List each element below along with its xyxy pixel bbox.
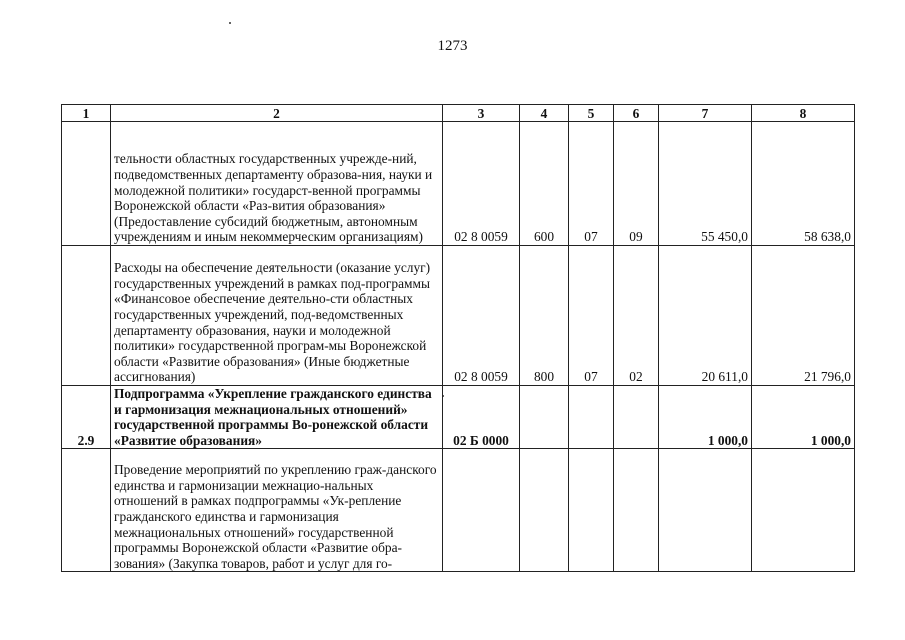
col-header-7: 7 xyxy=(659,105,752,122)
col-header-5: 5 xyxy=(569,105,614,122)
row-vr: 800 xyxy=(520,246,569,386)
row-pr: 02 xyxy=(614,246,659,386)
table-row xyxy=(62,386,855,449)
row-rz: 07 xyxy=(569,246,614,386)
col-header-4: 4 xyxy=(520,105,569,122)
row-rz xyxy=(569,449,614,572)
row-sum-2: 21 796,0 xyxy=(752,246,855,386)
row-sum-1 xyxy=(659,449,752,572)
row-csr: 02 8 0059 xyxy=(443,246,520,386)
row-sum-1: 1 000,0 xyxy=(659,386,752,449)
row-pr: 09 xyxy=(614,122,659,246)
row-number xyxy=(62,449,111,572)
col-header-8: 8 xyxy=(752,105,855,122)
row-number: 2.9 xyxy=(62,386,111,449)
scan-speck xyxy=(229,22,231,24)
table-row xyxy=(62,122,855,246)
row-sum-1: 55 450,0 xyxy=(659,122,752,246)
col-header-2: 2 xyxy=(111,105,443,122)
page-number: 1273 xyxy=(437,38,468,54)
row-vr xyxy=(520,386,569,449)
table-row xyxy=(62,246,855,386)
row-number xyxy=(62,122,111,246)
table-row xyxy=(62,449,855,572)
budget-table xyxy=(61,104,855,572)
row-name: Проведение мероприятий по укреплению граж-данского единства и гармонизации межнацио-нальных отношений в рамках подпрограммы «Ук-репление гражданского единства и гармонизация межнациональных отношений» государственной программы Воронежской области «Развитие обра-зования» (Закупка товаров, работ и услуг для го- xyxy=(111,449,443,572)
row-name: Подпрограмма «Укрепление гражданского единства и гармонизация межнациональных отношений» государственной программы Во-ронежской области «Развитие образования» xyxy=(111,386,443,449)
row-vr xyxy=(520,449,569,572)
col-header-1: 1 xyxy=(62,105,111,122)
row-sum-2 xyxy=(752,449,855,572)
row-name: тельности областных государственных учрежде-ний, подведомственных департаменту образова-ния, науки и молодежной политики» государст-венной программы Воронежской области «Раз-вития образования» (Предоставление субсидий бюджетным, автономным учреждениям и иным некоммерческим организациям) xyxy=(111,122,443,246)
row-sum-2: 1 000,0 xyxy=(752,386,855,449)
row-sum-1: 20 611,0 xyxy=(659,246,752,386)
row-number xyxy=(62,246,111,386)
row-csr: 02 8 0059 xyxy=(443,122,520,246)
row-csr: 02 Б 0000 xyxy=(443,386,520,449)
row-vr: 600 xyxy=(520,122,569,246)
row-rz: 07 xyxy=(569,122,614,246)
col-header-6: 6 xyxy=(614,105,659,122)
header-row xyxy=(62,105,855,122)
row-csr xyxy=(443,449,520,572)
row-sum-2: 58 638,0 xyxy=(752,122,855,246)
row-pr xyxy=(614,386,659,449)
row-name: Расходы на обеспечение деятельности (оказание услуг) государственных учреждений в рамках под-программы «Финансовое обеспечение деятельно-сти областных государственных учреждений, под-ведомственных департаменту образования, науки и молодежной политики» государственной програм-мы Воронежской области «Развитие образования» (Иные бюджетные ассигнования) xyxy=(111,246,443,386)
row-pr xyxy=(614,449,659,572)
row-rz xyxy=(569,386,614,449)
col-header-3: 3 xyxy=(443,105,520,122)
